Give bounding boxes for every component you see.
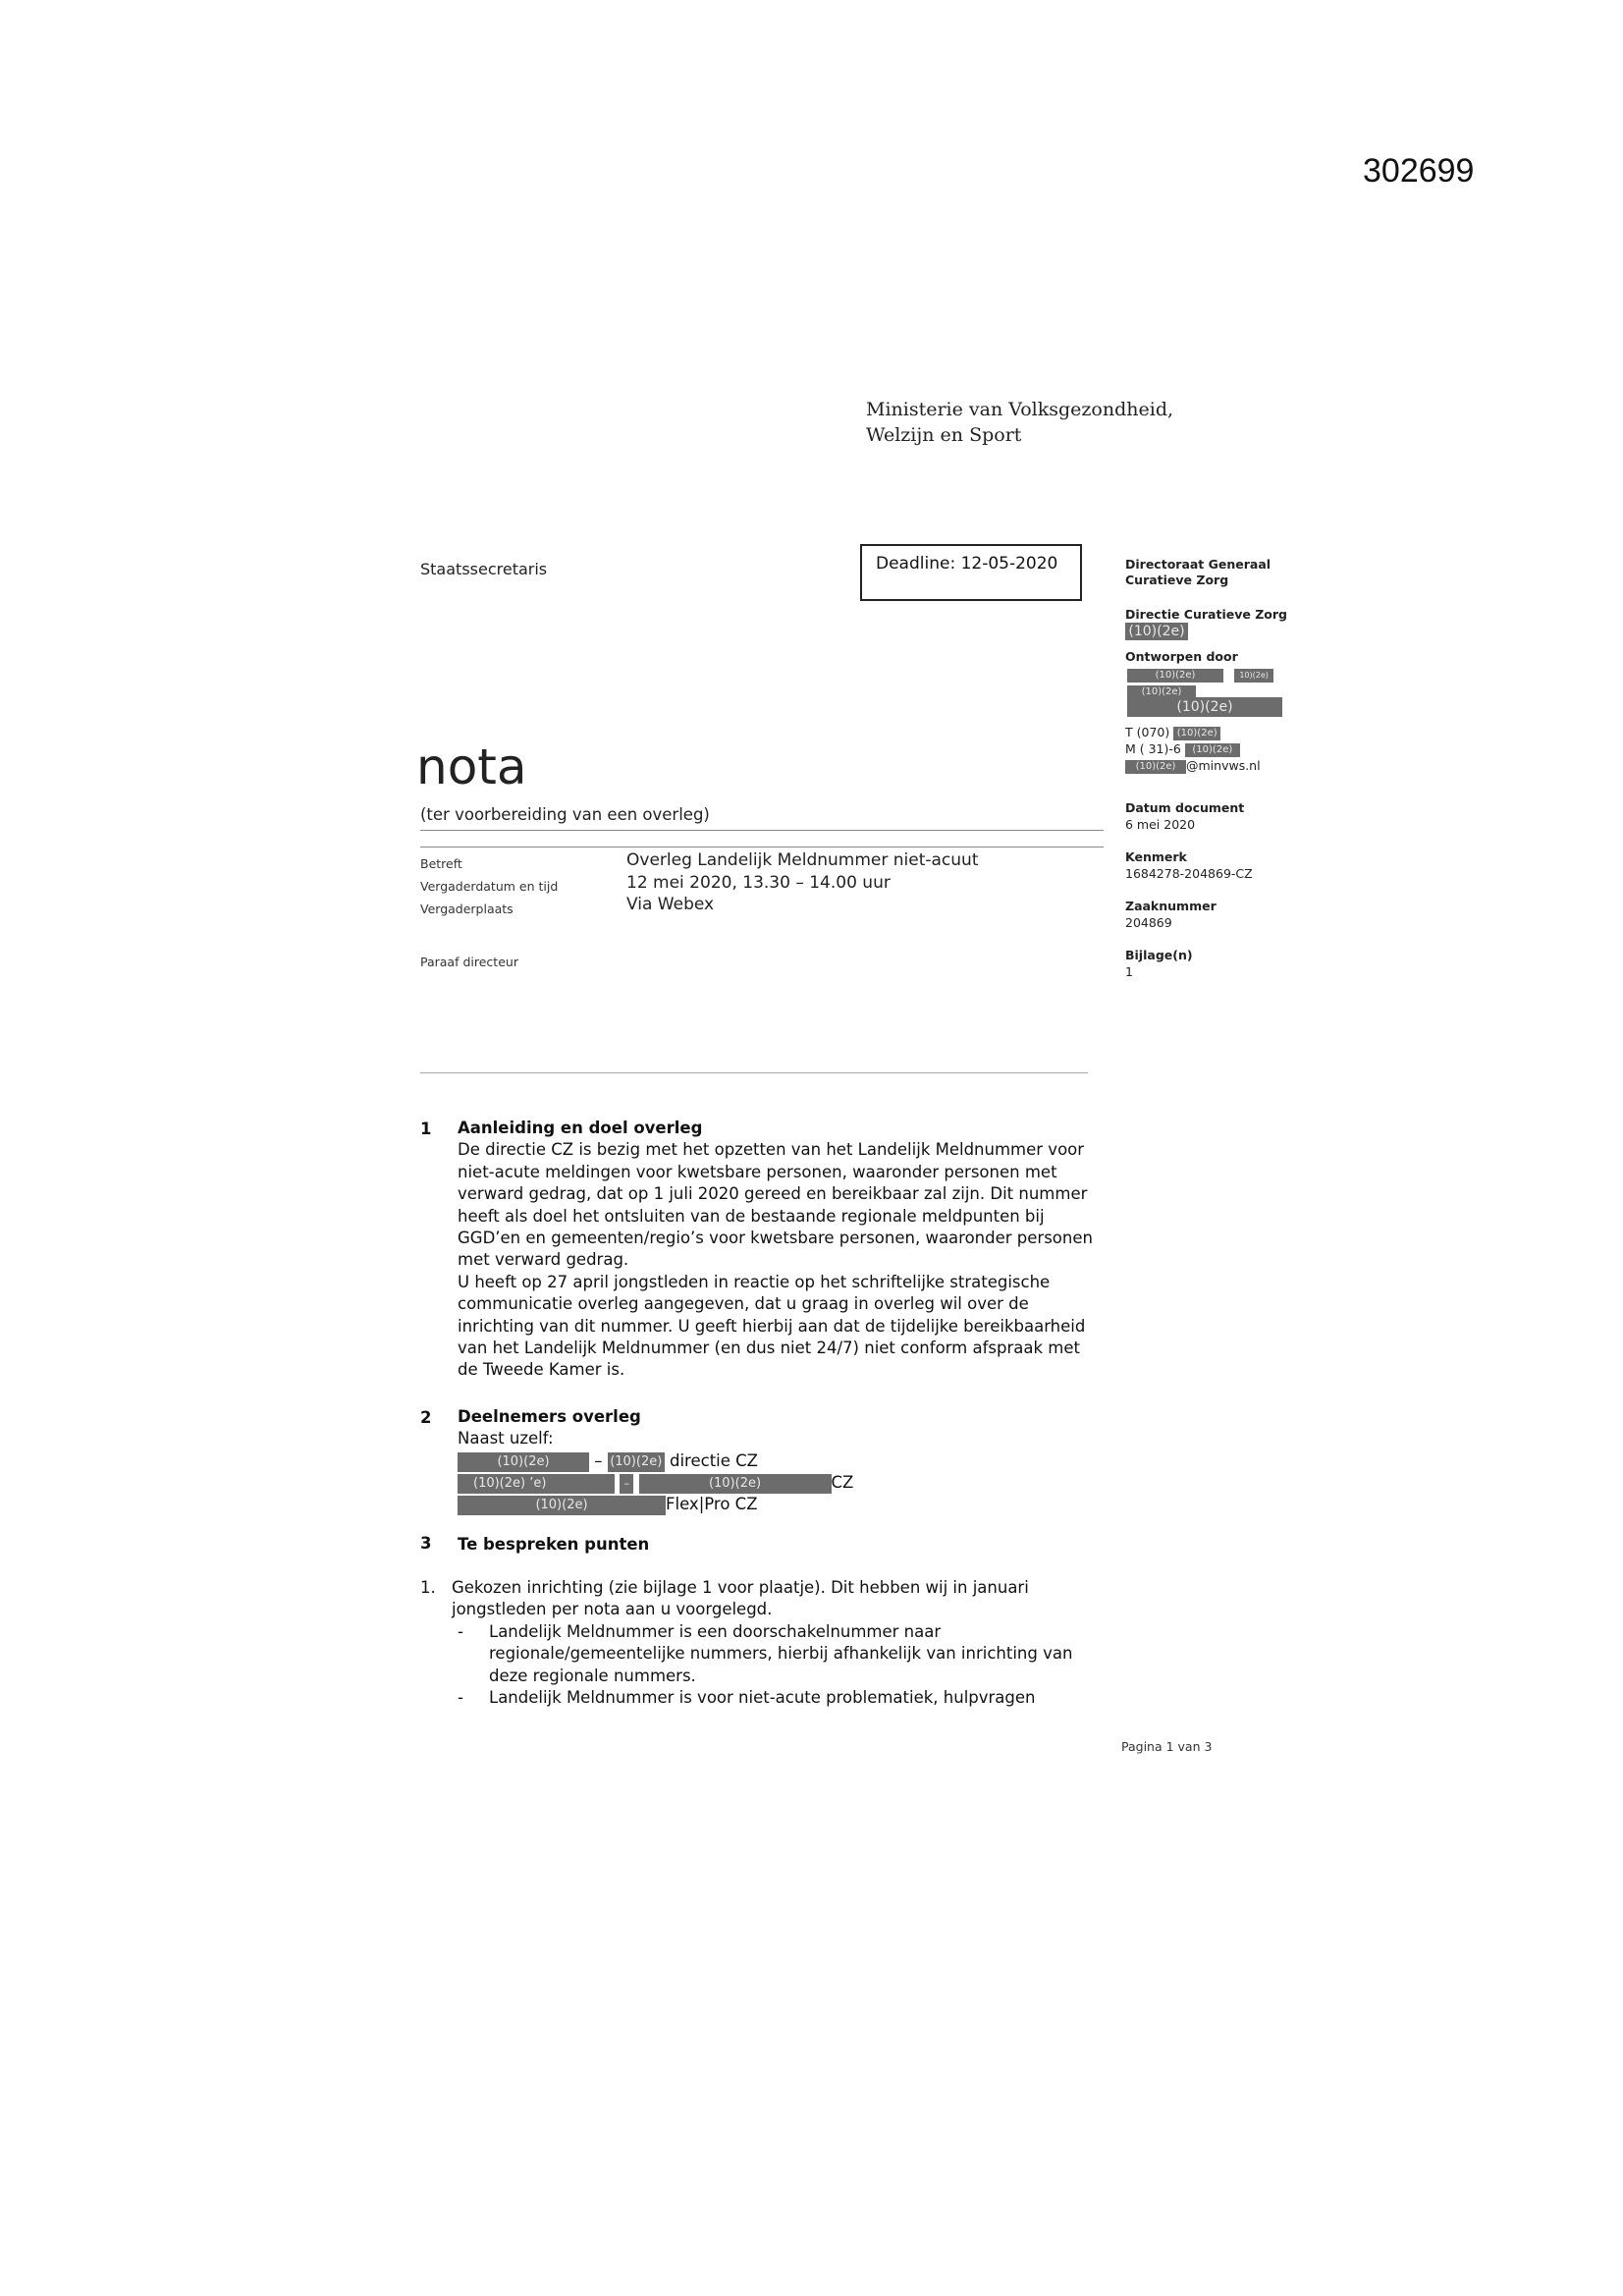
- betreft-value: Overleg Landelijk Meldnummer niet-acuut: [626, 850, 979, 870]
- discussion-points: [420, 1577, 1127, 1709]
- section-2-heading: Deelnemers overleg: [458, 1407, 641, 1426]
- section-1-number: 1: [420, 1120, 432, 1138]
- page-subtitle: (ter voorbereiding van een overleg): [420, 805, 710, 824]
- datum-document-label: Datum document: [1125, 800, 1245, 815]
- vergaderdatum-label: Vergaderdatum en tijd: [420, 879, 559, 894]
- section-1-heading: Aanleiding en doel overleg: [458, 1119, 703, 1137]
- phone-t-label: T (070): [1125, 725, 1170, 739]
- redaction-text: (10)(2e): [473, 1475, 526, 1491]
- redaction-label: (10)(2e): [458, 1496, 666, 1515]
- redaction-label: (10)(2e): [1127, 669, 1223, 683]
- sub-list-item: [458, 1621, 1127, 1687]
- zaaknummer-value: 204869: [1125, 915, 1172, 930]
- redaction-label: (10)(2e): [1127, 685, 1196, 699]
- section-1-line: de Tweede Kamer is.: [458, 1360, 625, 1380]
- section-1-line: communicatie overleg aangegeven, dat u graag in overleg wil over de: [458, 1294, 1029, 1314]
- participant-1-role: directie CZ: [670, 1451, 758, 1470]
- sub-list-line: regionale/gemeentelijke nummers, hierbij afhankelijk van inrichting van: [489, 1644, 1073, 1664]
- sidebar-bijlage: [1125, 947, 1193, 980]
- sidebar-zaaknummer: [1125, 898, 1217, 931]
- participant-2-role: CZ: [831, 1473, 854, 1492]
- section-1-line: van het Landelijk Meldnummer (en dus niet 24/7) niet conform afspraak met: [458, 1339, 1080, 1358]
- vergaderdatum-value: 12 mei 2020, 13.30 – 14.00 uur: [626, 873, 891, 893]
- participant-dash: –: [594, 1451, 603, 1470]
- ministry-line-1: Ministerie van Volksgezondheid,: [866, 399, 1174, 420]
- participant-3-role: Flex|Pro CZ: [666, 1495, 758, 1513]
- sidebar-ontworpen: [1125, 649, 1238, 665]
- list-item: [420, 1577, 1127, 1709]
- datum-document-value: 6 mei 2020: [1125, 817, 1196, 832]
- redaction-label: (10)(2e): [639, 1474, 832, 1494]
- section-1-line: De directie CZ is bezig met het opzetten van het Landelijk Meldnummer voor: [458, 1140, 1085, 1160]
- dash-bullet: -: [458, 1688, 463, 1708]
- sidebar-dg-line-2: Curatieve Zorg: [1125, 573, 1229, 587]
- page-title: nota: [416, 738, 527, 795]
- redaction-label: 10)(2e): [1234, 669, 1273, 683]
- sidebar-datum: [1125, 799, 1244, 833]
- phone-m-label: M ( 31)-6: [1125, 741, 1181, 756]
- ministry-name: [866, 397, 1173, 448]
- redaction-label: (10)(2e): [608, 1452, 665, 1472]
- section-1: [458, 1118, 1115, 1382]
- ontworpen-label: Ontworpen door: [1125, 649, 1238, 664]
- redaction-label: [458, 1474, 615, 1494]
- participant-row-1: [458, 1450, 758, 1472]
- redaction-label: (10)(2e): [1185, 743, 1240, 757]
- redaction-label: (10)(2e): [1127, 697, 1282, 717]
- section-1-line: met verward gedrag.: [458, 1250, 629, 1270]
- section-3-number: 3: [420, 1534, 432, 1553]
- section-1-line: GGD’en en gemeenten/regio’s voor kwetsbare personen, waaronder personen: [458, 1229, 1093, 1248]
- section-3-heading: Te bespreken punten: [458, 1535, 650, 1554]
- kenmerk-label: Kenmerk: [1125, 849, 1187, 864]
- sidebar-directoraat: [1125, 557, 1271, 588]
- vergaderplaats-label: Vergaderplaats: [420, 902, 514, 916]
- sub-list-line: Landelijk Meldnummer is voor niet-acute problematiek, hulpvragen: [489, 1688, 1036, 1708]
- participant-dash: –: [620, 1474, 633, 1494]
- section-2-number: 2: [420, 1408, 432, 1427]
- kenmerk-value: 1684278-204869-CZ: [1125, 866, 1253, 881]
- sub-list-item: [458, 1687, 1127, 1709]
- section-1-line: niet-acute meldingen voor kwetsbare personen, waaronder personen met: [458, 1162, 1057, 1181]
- betreft-label: Betreft: [420, 856, 462, 871]
- section-2-intro: Naast uzelf:: [458, 1429, 554, 1449]
- deadline-box: Deadline: 12-05-2020: [860, 544, 1082, 601]
- participant-row-3: [458, 1494, 758, 1515]
- document-number: 302699: [1363, 152, 1475, 190]
- bijlage-label: Bijlage(n): [1125, 948, 1193, 962]
- page-footer: Pagina 1 van 3: [1121, 1739, 1213, 1754]
- sub-list: [452, 1621, 1127, 1710]
- zaaknummer-label: Zaaknummer: [1125, 899, 1217, 913]
- participant-row-2: [458, 1472, 853, 1494]
- vergaderplaats-value: Via Webex: [626, 895, 715, 914]
- sub-list-line: deze regionale nummers.: [489, 1666, 696, 1685]
- dash-bullet: -: [458, 1621, 463, 1641]
- sidebar-dg-line-1: Directoraat Generaal: [1125, 557, 1271, 572]
- section-1-line: U heeft op 27 april jongstleden in reactie op het schriftelijke strategische: [458, 1272, 1051, 1291]
- redaction-label: (10)(2e): [1125, 760, 1186, 774]
- email-suffix: @minvws.nl: [1186, 758, 1261, 773]
- section-1-line: heeft als doel het ontsluiten van de bestaande regionale meldpunten bij: [458, 1206, 1045, 1226]
- sub-list-line: Landelijk Meldnummer is een doorschakelnummer naar: [489, 1621, 942, 1641]
- divider: [420, 830, 1104, 831]
- redaction-partial: ’e): [529, 1475, 547, 1491]
- ministry-line-2: Welzijn en Sport: [866, 424, 1022, 446]
- redaction-label: (10)(2e): [1173, 727, 1220, 740]
- redaction-block: [1127, 696, 1282, 717]
- sidebar-directie-label: Directie Curatieve Zorg: [1125, 607, 1287, 622]
- divider: [420, 1072, 1088, 1073]
- section-2: [458, 1406, 1115, 1450]
- phone-t-row: [1125, 725, 1220, 740]
- redaction-block: [1125, 621, 1188, 640]
- redaction-label: (10)(2e): [458, 1452, 589, 1472]
- paraaf-label: Paraaf directeur: [420, 955, 518, 969]
- sidebar-kenmerk: [1125, 848, 1253, 882]
- section-1-line: inrichting van dit nummer. U geeft hierbij aan dat de tijdelijke bereikbaarheid: [458, 1316, 1086, 1336]
- section-1-line: verward gedrag, dat op 1 juli 2020 gereed en bereikbaar zal zijn. Dit nummer: [458, 1184, 1088, 1204]
- addressee: Staatssecretaris: [420, 560, 548, 578]
- phone-m-row: [1125, 741, 1240, 757]
- bijlage-value: 1: [1125, 964, 1133, 979]
- list-item-line: Gekozen inrichting (zie bijlage 1 voor plaatje). Dit hebben wij in januari: [452, 1578, 1029, 1597]
- list-item-line: jongstleden per nota aan u voorgelegd.: [452, 1600, 773, 1619]
- email-row: [1125, 758, 1261, 774]
- list-item-number: 1.: [420, 1578, 436, 1597]
- redaction-label: (10)(2e): [1125, 623, 1188, 640]
